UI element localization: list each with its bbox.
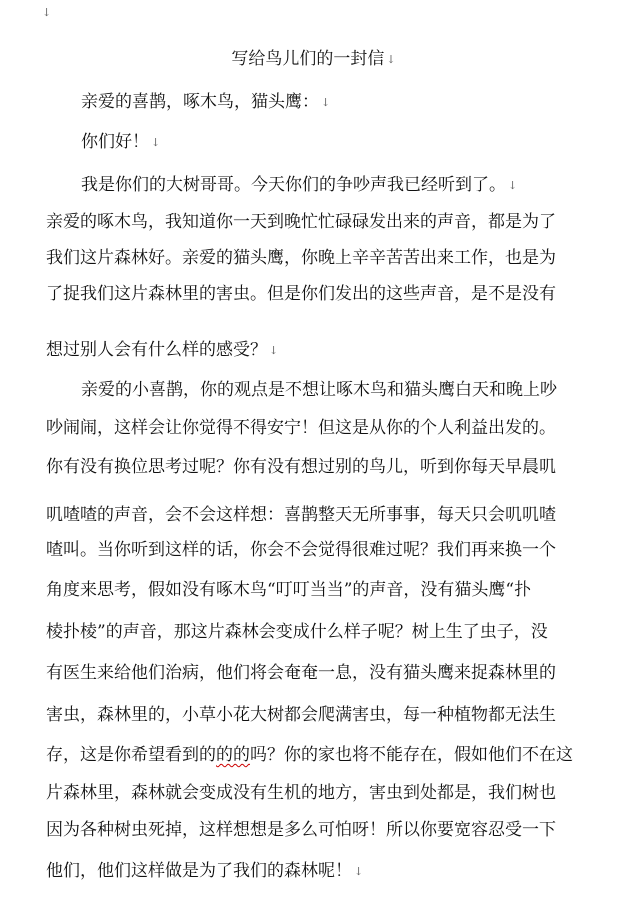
para2-line: 棱扑棱”的声音，那这片森林会变成什么样子呢？树上生了虫子，没 [46, 622, 548, 642]
letter-title-text: 写给鸟儿们的一封信 [231, 49, 385, 69]
para1-last-line [46, 332, 606, 369]
para2-line: 他们，他们这样做是为了我们的森林呢！ [46, 861, 352, 881]
letter-title [0, 47, 627, 72]
para2-line: 片森林里，森林就会变成没有生机的地方，害虫到处都是，我们树也 [46, 783, 556, 803]
paragraph-mark: ↓ [508, 179, 518, 192]
paragraph-mark-top: ↓ [42, 6, 52, 19]
paragraph-mark: ↓ [354, 865, 364, 878]
para1-line: 亲爱的啄木鸟，我知道你一天到晚忙忙碌碌发出来的声音，都是为了 [46, 212, 556, 232]
para1-line: 我们这片森林好。亲爱的猫头鹰，你晚上辛辛苦苦出来工作，也是为 [46, 248, 556, 268]
para2-line: 害虫，森林里的，小草小花大树都会爬满害虫，每一种植物都无法生 [46, 705, 556, 725]
greeting-text: 你们好！ [81, 132, 149, 152]
paragraph-mark: ↓ [321, 96, 331, 109]
para2-line: 因为各种树虫死掉，这样想想是多么可怕呀！所以你要宽容忍受一下 [46, 820, 556, 840]
para1-line: 了捉我们这片森林里的害虫。但是你们发出的这些声音，是不是没有 [46, 284, 556, 304]
greeting [81, 124, 627, 161]
para2-line: 角度来思考，假如没有啄木鸟“叮叮当当”的声音，没有猫头鹰“扑 [46, 580, 532, 600]
spellcheck-marked-word[interactable]: 的的 [216, 745, 250, 765]
para2-line: 有医生来给他们治病，他们将会奄奄一息，没有猫头鹰来捉森林里的 [46, 663, 556, 683]
paragraph-mark: ↓ [386, 53, 396, 66]
para2-line-marked [46, 737, 606, 773]
para2-last-line [46, 853, 606, 890]
intro-text: 我是你们的大树哥哥。今天你们的争吵声我已经听到了。 [81, 175, 506, 195]
para2-line: 亲爱的小喜鹊，你的观点是不想让啄木鸟和猫头鹰白天和晚上吵 [81, 380, 557, 400]
para2-line-start: 存，这是你希望看到的 [46, 745, 216, 765]
para2-line: 叽喳喳的声音，会不会这样想：喜鹊整天无所事事，每天只会叽叽喳 [46, 505, 556, 525]
para2-line: 喳叫。当你听到这样的话，你会不会觉得很难过呢？我们再来换一个 [46, 540, 556, 560]
para2-line: 你有没有换位思考过呢？你有没有想过别的鸟儿，听到你每天早晨叽 [46, 457, 556, 477]
para2-line: 吵闹闹，这样会让你觉得不得安宁！但这是从你的个人利益出发的。 [46, 418, 556, 438]
para1-line: 想过别人会有什么样的感受？ [46, 340, 267, 360]
salutation-text: 亲爱的喜鹊，啄木鸟，猫头鹰： [81, 92, 319, 112]
paragraph-mark: ↓ [151, 136, 161, 149]
para2-line-end: 吗？你的家也将不能存在，假如他们不在这 [250, 745, 573, 765]
salutation [81, 84, 627, 121]
intro-paragraph [81, 167, 627, 204]
paragraph-mark: ↓ [269, 344, 279, 357]
